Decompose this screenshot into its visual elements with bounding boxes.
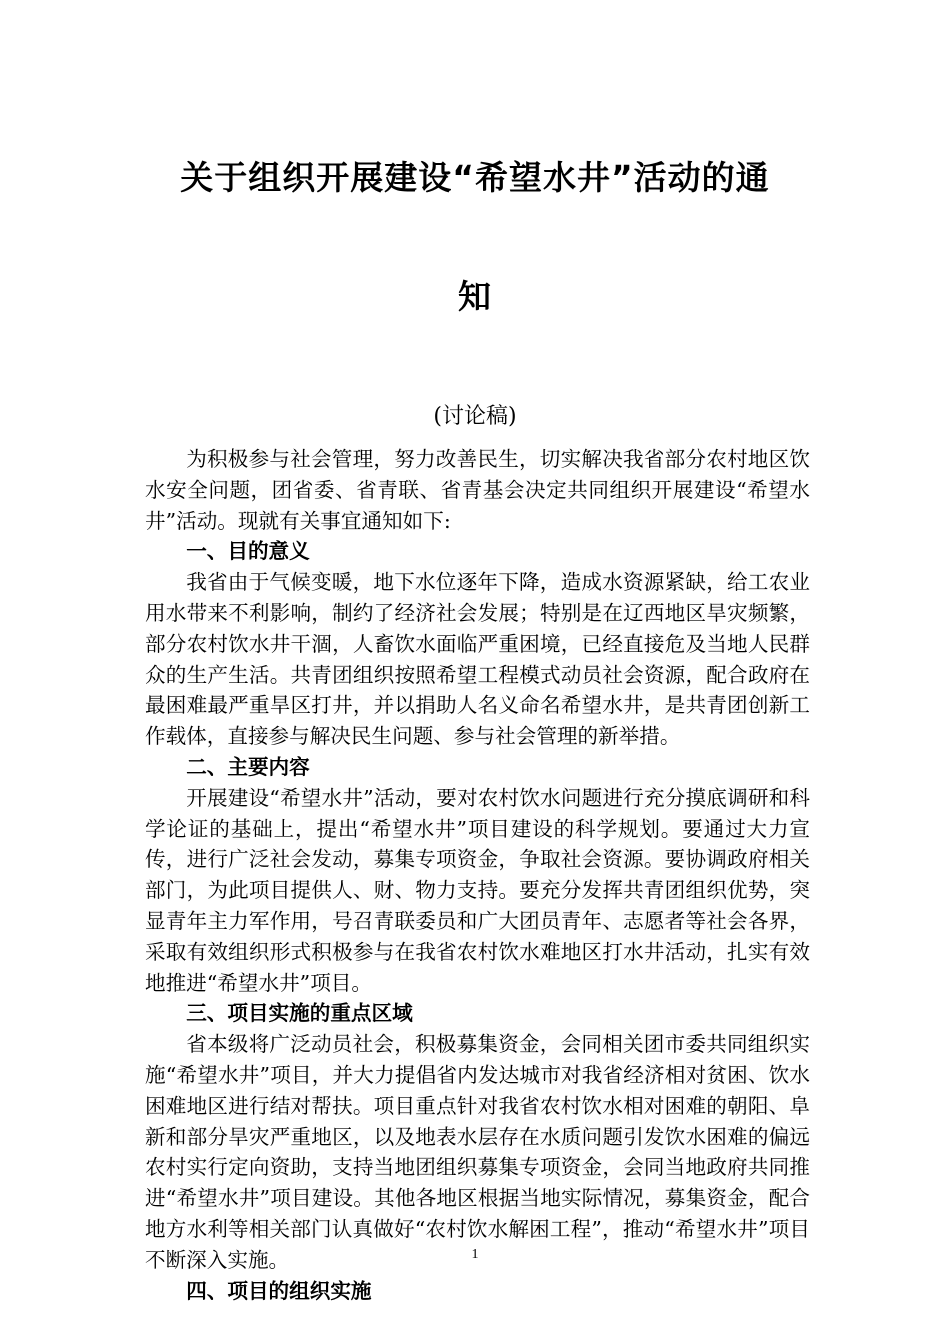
section-heading-content: 二、主要内容 <box>186 754 310 779</box>
document-body <box>145 444 810 1306</box>
section-heading-purpose: 一、目的意义 <box>186 539 310 564</box>
document-title-line-1: 关于组织开展建设“希望水井”活动的通 <box>180 158 770 197</box>
section-text-key-areas: 省本级将广泛动员社会，积极募集资金，会同相关团市委共同组织实施“希望水井”项目，并大力提倡省内发达城市对我省经济相对贫困、饮水困难地区进行结对帮扶。项目重点针对我省农村饮水相对困难的朝阳、阜新和部分旱灾严重地区，以及地表水层存在水质问题引发饮水困难的偏远农村实行定向资助，支持当地团组织募集专项资金，会同当地政府共同推进“希望水井”项目建设。其他各地区根据当地实际情况，募集资金，配合地方水利等相关部门认真做好“农村饮水解困工程”，推动“希望水井”项目不断深入实施。 <box>145 1032 810 1272</box>
section-heading-key-areas: 三、项目实施的重点区域 <box>186 1001 413 1026</box>
section-text-purpose: 我省由于气候变暖，地下水位逐年下降，造成水资源紧缺，给工农业用水带来不利影响，制约了经济社会发展；特别是在辽西地区旱灾频繁，部分农村饮水井干涸，人畜饮水面临严重困境，已经直接危及当地人民群众的生产生活。共青团组织按照希望工程模式动员社会资源，配合政府在最困难最严重旱区打井，并以捐助人名义命名希望水井，是共青团创新工作载体，直接参与解决民生问题、参与社会管理的新举措。 <box>145 570 810 749</box>
draft-note: (讨论稿) <box>433 404 517 429</box>
section-text-content: 开展建设“希望水井”活动，要对农村饮水问题进行充分摸底调研和科学论证的基础上，提出“希望水井”项目建设的科学规划。要通过大力宣传，进行广泛社会发动，募集专项资金，争取社会资源。要协调政府相关部门，为此项目提供人、财、物力支持。要充分发挥共青团组织优势，突显青年主力军作用，号召青联委员和广大团员青年、志愿者等社会各界，采取有效组织形式积极参与在我省农村饮水难地区打水井活动，扎实有效地推进“希望水井”项目。 <box>145 785 810 995</box>
document-title-line-2: 知 <box>458 277 492 316</box>
page-number: 1 <box>471 1247 479 1262</box>
section-heading-organization: 四、项目的组织实施 <box>186 1278 372 1303</box>
intro-paragraph: 为积极参与社会管理，努力改善民生，切实解决我省部分农村地区饮水安全问题，团省委、省青联、省青基会决定共同组织开展建设“希望水井”活动。现就有关事宜通知如下: <box>145 447 810 533</box>
